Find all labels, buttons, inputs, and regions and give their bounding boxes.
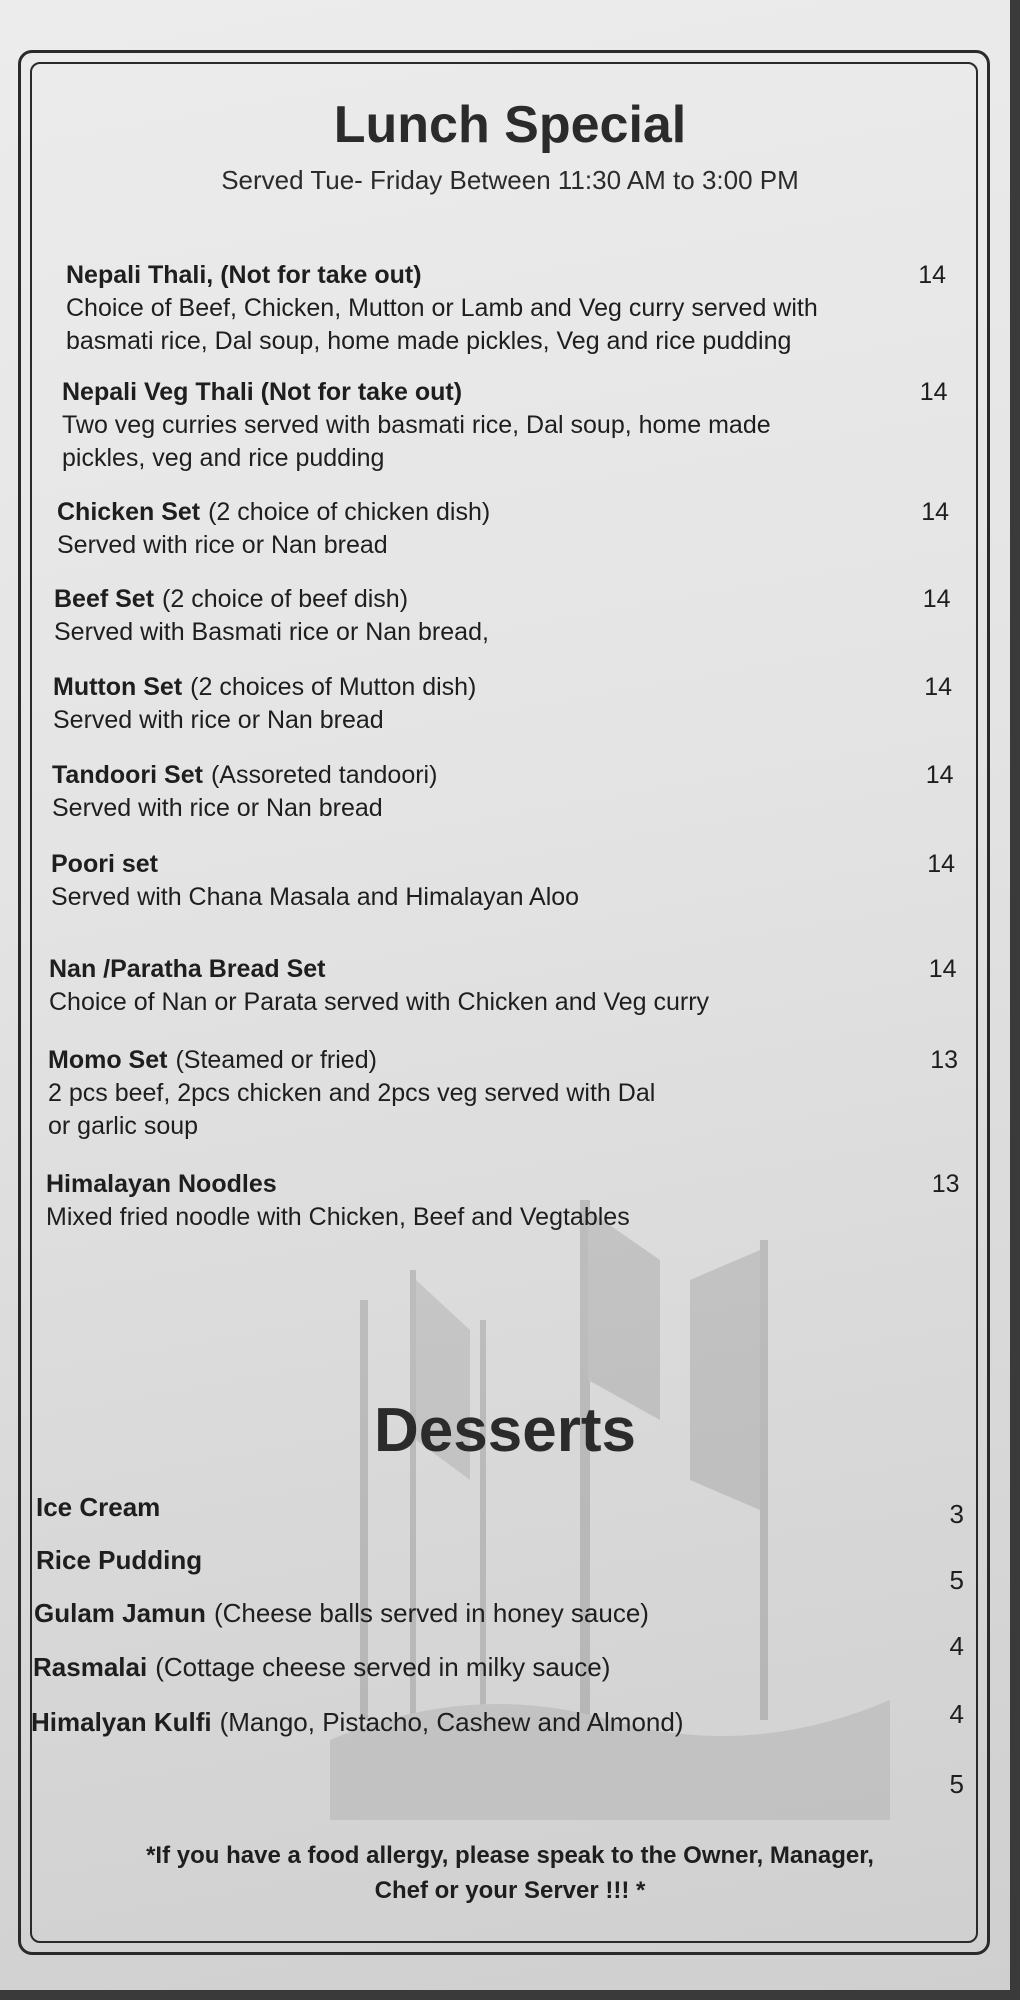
lunch-item-description: 2 pcs beef, 2pcs chicken and 2pcs veg served with Dal	[48, 1079, 656, 1107]
allergy-notice-line1: *If you have a food allergy, please speak to the Owner, Manager,	[146, 1842, 874, 1869]
dessert-item-price: 5	[949, 1565, 964, 1595]
dessert-item-note: (Cottage cheese served in milky sauce)	[155, 1652, 611, 1682]
lunch-item-name: Nepali Thali, (Not for take out)	[66, 261, 422, 289]
dessert-item-name: Ice Cream	[36, 1492, 161, 1522]
dessert-item-price: 4	[949, 1631, 964, 1661]
lunch-item-name: Chicken Set	[57, 498, 201, 526]
lunch-item-description: Served with rice or Nan bread	[53, 706, 384, 734]
lunch-item-description: pickles, veg and rice pudding	[62, 444, 385, 472]
lunch-item	[66, 258, 946, 358]
lunch-item-header	[52, 758, 954, 792]
dessert-item	[36, 1543, 964, 1595]
lunch-item-description: Choice of Beef, Chicken, Mutton or Lamb and Veg curry served with	[66, 294, 818, 322]
lunch-item-header	[49, 952, 957, 986]
dessert-item-note: (Mango, Pistacho, Cashew and Almond)	[219, 1707, 684, 1737]
serving-hours: Served Tue- Friday Between 11:30 AM to 3:00 PM	[221, 165, 799, 195]
lunch-item	[62, 375, 948, 475]
lunch-item-header	[51, 847, 955, 881]
allergy-notice-line2: Chef or your Server !!! *	[374, 1877, 646, 1904]
lunch-item-header	[57, 495, 949, 529]
lunch-item-note: (2 choice of chicken dish)	[208, 498, 491, 526]
lunch-item	[48, 1043, 958, 1143]
lunch-item-header	[53, 670, 952, 704]
lunch-item	[52, 758, 954, 825]
lunch-item-price: 14	[919, 378, 948, 406]
desserts-heading: Desserts	[374, 1396, 636, 1465]
lunch-item-name: Nepali Veg Thali (Not for take out)	[62, 378, 463, 406]
lunch-item-name: Tandoori Set	[52, 761, 203, 789]
lunch-item-description: Served with rice or Nan bread	[52, 794, 383, 822]
lunch-item-note: (2 choice of beef dish)	[162, 585, 409, 613]
lunch-item	[49, 952, 957, 1019]
lunch-item-description: or garlic soup	[48, 1112, 199, 1140]
dessert-item	[34, 1596, 964, 1661]
lunch-item	[51, 847, 955, 914]
dessert-item-name: Himalyan Kulfi	[31, 1707, 212, 1737]
lunch-item-price: 14	[925, 761, 954, 789]
lunch-item-name: Himalayan Noodles	[46, 1170, 277, 1198]
lunch-item-price: 14	[928, 955, 957, 983]
lunch-item-header	[62, 375, 948, 409]
lunch-item-price: 13	[931, 1170, 960, 1198]
dessert-item-name: Rasmalai	[33, 1652, 148, 1682]
lunch-item-note: (2 choices of Mutton dish)	[190, 673, 477, 701]
lunch-item-header	[54, 582, 951, 616]
lunch-item-header	[48, 1043, 958, 1077]
allergy-notice	[40, 1838, 980, 1908]
lunch-item-header	[46, 1167, 960, 1201]
dessert-item	[31, 1705, 964, 1799]
lunch-item-name: Mutton Set	[53, 673, 183, 701]
dessert-item-price: 3	[949, 1499, 964, 1529]
lunch-item-description: Choice of Nan or Parata served with Chicken and Veg curry	[49, 988, 710, 1016]
lunch-item-description: Served with rice or Nan bread	[57, 531, 388, 559]
lunch-item-price: 14	[918, 261, 946, 289]
lunch-item-price: 13	[930, 1046, 958, 1074]
lunch-item-header	[66, 258, 946, 292]
dessert-item-price: 5	[949, 1769, 964, 1799]
lunch-item-note: (Assoreted tandoori)	[210, 761, 438, 789]
lunch-item-description: Two veg curries served with basmati rice, Dal soup, home made	[62, 411, 771, 439]
lunch-item-description: Served with Chana Masala and Himalayan Aloo	[51, 883, 580, 911]
dessert-item-price: 4	[949, 1699, 964, 1729]
lunch-item	[53, 670, 952, 737]
lunch-item	[57, 495, 949, 562]
lunch-item-name: Beef Set	[54, 585, 155, 613]
lunch-item-name: Momo Set	[48, 1046, 168, 1074]
lunch-item-description: basmati rice, Dal soup, home made pickles, Veg and rice pudding	[66, 327, 792, 355]
lunch-item-note: (Steamed or fried)	[175, 1046, 377, 1074]
lunch-item	[46, 1167, 960, 1234]
lunch-item-name: Nan /Paratha Bread Set	[49, 955, 326, 983]
lunch-item-description: Mixed fried noodle with Chicken, Beef and Vegtables	[46, 1203, 630, 1231]
dessert-item-note: (Cheese balls served in honey sauce)	[213, 1598, 649, 1628]
dessert-item-name: Gulam Jamun	[34, 1598, 206, 1628]
lunch-item-description: Served with Basmati rice or Nan bread,	[54, 618, 489, 646]
page-title: Lunch Special	[333, 96, 687, 154]
lunch-item-price: 14	[927, 850, 955, 878]
dessert-item-name: Rice Pudding	[36, 1545, 203, 1575]
lunch-item-price: 14	[922, 585, 951, 613]
lunch-item-price: 14	[924, 673, 952, 701]
lunch-item-price: 14	[921, 498, 949, 526]
dessert-item	[36, 1490, 964, 1529]
lunch-item-name: Poori set	[51, 850, 158, 878]
lunch-item	[54, 582, 951, 649]
